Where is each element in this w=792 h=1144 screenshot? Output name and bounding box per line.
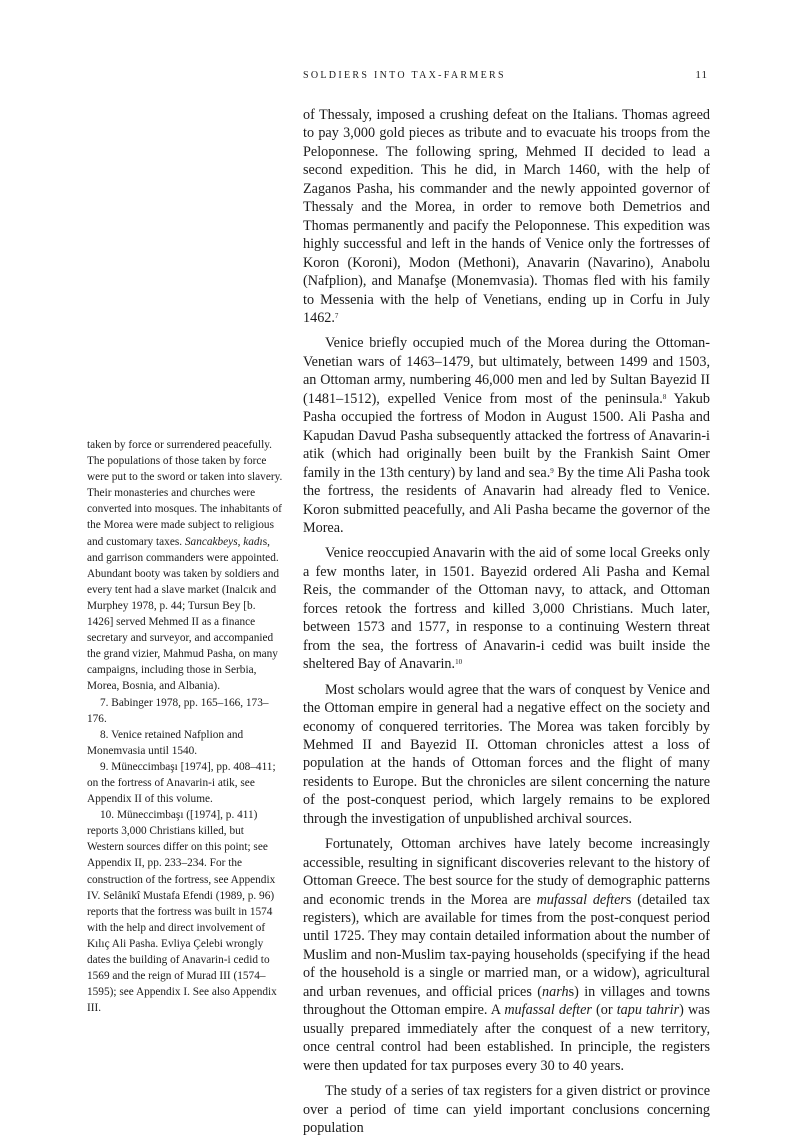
footnote-10: 10. Müneccimbaşı ([1974], p. 411) reports 3,000 Christians killed, but Western sources differ on this point; see Appendix II, pp. 233–234. For the construction of the fortress, see Appendix IV. Selânikî Mustafa Efendi (1989, p. 96) reports that the fortress was built in 1574 with the help and direct involvement of Kılıç Ali Pasha. Evliya Çelebi wrongly dates the building of Anavarin-i cedid to 1569 and the reign of Murad III (1574–1595); see Appendix I. See also Appendix III.	[87, 809, 277, 1015]
italic-term: tapu tahrir	[616, 1002, 680, 1019]
page-header	[303, 70, 708, 86]
text-run: of Thessaly, imposed a crushing defeat on the Italians. Thomas agreed to pay 3,000 gold pieces as tribute and to evacuate his troops from the Peloponnese. The following spring, Mehmed II decided to lead a second expedition. This he did, in March 1460, with the help of Zaganos Pasha, his commander and the newly appointed governor of Thessaly and the Morea, in order to remove both Demetrios and Thomas permanently and pacify the Peloponnese. This expedition was highly successful and left in the hands of Venice only the fortresses of Koron (Koroni), Modon (Methoni), Anavarin (Navarino), Anabolu (Nafplion), and Manafşe (Monemvasia). Thomas fled with his family to Messenia with the help of Venetians, ending up in Corfu in July 1462.	[303, 107, 710, 326]
text-run: s) in villages and towns throughout the Ottoman empire. A	[303, 983, 710, 1019]
main-text	[303, 106, 710, 1144]
footnote-8: 8. Venice retained Nafplion and Monemvasia until 1540.	[87, 728, 244, 757]
italic-term: kadı	[243, 535, 263, 548]
text-run: ) was usually prepared immediately after the conquest of a new territory, once central control had been established. In principle, the registers were then updated for tax purposes every 30 to 40 years.	[303, 1002, 711, 1074]
text-run: Fortunately, Ottoman archives have lately become increasingly accessible, resulting in significant discoveries relevant to the history of Ottoman Greece. The best source for the study of demographic patterns and economic trends in the Morea are	[303, 836, 710, 908]
footnote-ref-7: 7	[334, 312, 339, 321]
footnote-9: 9. Müneccimbaşı [1974], pp. 408–411; on the fortress of Anavarin-i atik, see Appendix II of this volume.	[87, 760, 276, 806]
footnote-ref-10: 10	[455, 658, 463, 667]
italic-term: mufassal defter	[536, 891, 626, 908]
text-run: ,	[237, 535, 244, 548]
page-number: 11	[695, 69, 708, 81]
footnote-ref-8: 8	[662, 392, 667, 401]
italic-term: mufassal defter	[504, 1002, 592, 1019]
paragraph-2	[303, 334, 710, 537]
footnote-ref-9: 9	[550, 466, 554, 475]
paragraph-1	[303, 106, 710, 327]
text-run: Venice briefly occupied much of the Morea during the Ottoman-Venetian wars of 1463–1479, but ultimately, between 1499 and 1503, an Ottoman army, numbering 46,000 men and led by Sultan Bayezid II (1481–1512), expelled Venice from most of the peninsula.	[303, 335, 710, 407]
footnote-7: 7. Babinger 1978, pp. 165–166, 173–176.	[87, 696, 269, 725]
text-run: s, and garrison commanders were appointed. Abundant booty was taken by soldiers and every tent had a slave market (Inalcık and Murphey 1978, p. 44; Tursun Bey [b. 1426] served Mehmed II as a finance secretary and surveyor, and accompanied the grand vizier, Mahmud Pasha, on many campaigns, including those in Serbia, Morea, Bosnia, and Albania).	[87, 535, 280, 693]
paragraph-3	[303, 544, 710, 673]
running-head: SOLDIERS INTO TAX-FARMERS	[303, 70, 506, 81]
paragraph-5	[303, 835, 710, 1075]
text-run: taken by force or surrendered peacefully. The populations of those taken by force were put to the sword or taken into slavery. Their monasteries and churches were converted into mosques. The inhabitants of the Morea were made subject to religious and customary taxes.	[87, 439, 283, 548]
italic-term: narh	[542, 983, 569, 1000]
text-run: (or	[591, 1002, 617, 1019]
text-run: By the time Ali Pasha took the fortress, the residents of Anavarin had already fled to Venice. Koron submitted peacefully, and Ali Pasha became the governor of the Morea.	[303, 464, 710, 536]
italic-term: Sancakbeys	[184, 535, 238, 548]
text-run: Yakub Pasha occupied the fortress of Modon in August 1500. Ali Pasha and Kapudan Davud Pasha subsequently attacked the fortress of Anavarin-i atik (which had originally been built by the Frankish Saint Omer family in the 13th century) by land and sea.	[303, 390, 710, 481]
text-run: s (detailed tax registers), which are available for times from the post-conquest period until 1725. They may contain detailed information about the number of Muslim and non-Muslim tax-paying households (specifying if the head of the household is a single or married man, or a widow), agricultural and urban revenues, and official prices (	[303, 891, 710, 1000]
paragraph-6: The study of a series of tax registers for a given district or province over a period of time can yield important conclusions concerning population	[303, 1083, 710, 1137]
footnotes-column	[87, 437, 283, 1016]
text-run: Venice reoccupied Anavarin with the aid of some local Greeks only a few months later, in 1501. Bayezid ordered Ali Pasha and Kemal Reis, the commander of the Ottoman navy, to attack, and Ottoman forces retook the fortress and killed 3,000 Christians. Much later, between 1573 and 1577, in response to a continuing Western threat from the sea, the fortress of Anavarin-i cedid was built inside the sheltered Bay of Anavarin.	[303, 545, 710, 673]
footnote-continuation	[87, 437, 283, 695]
paragraph-4: Most scholars would agree that the wars of conquest by Venice and the Ottoman empire in general had a negative effect on the society and economy of conquered territories. The Morea was taken forcibly by Mehmed II and Bayezid II. Ottoman chronicles attest a loss of population at the hands of Ottoman forces and the flight of many residents to Europe. But the chronicles are silent concerning the nature of the post-conquest period, which largely remains to be explored through the investigation of unpublished archival sources.	[303, 681, 710, 827]
